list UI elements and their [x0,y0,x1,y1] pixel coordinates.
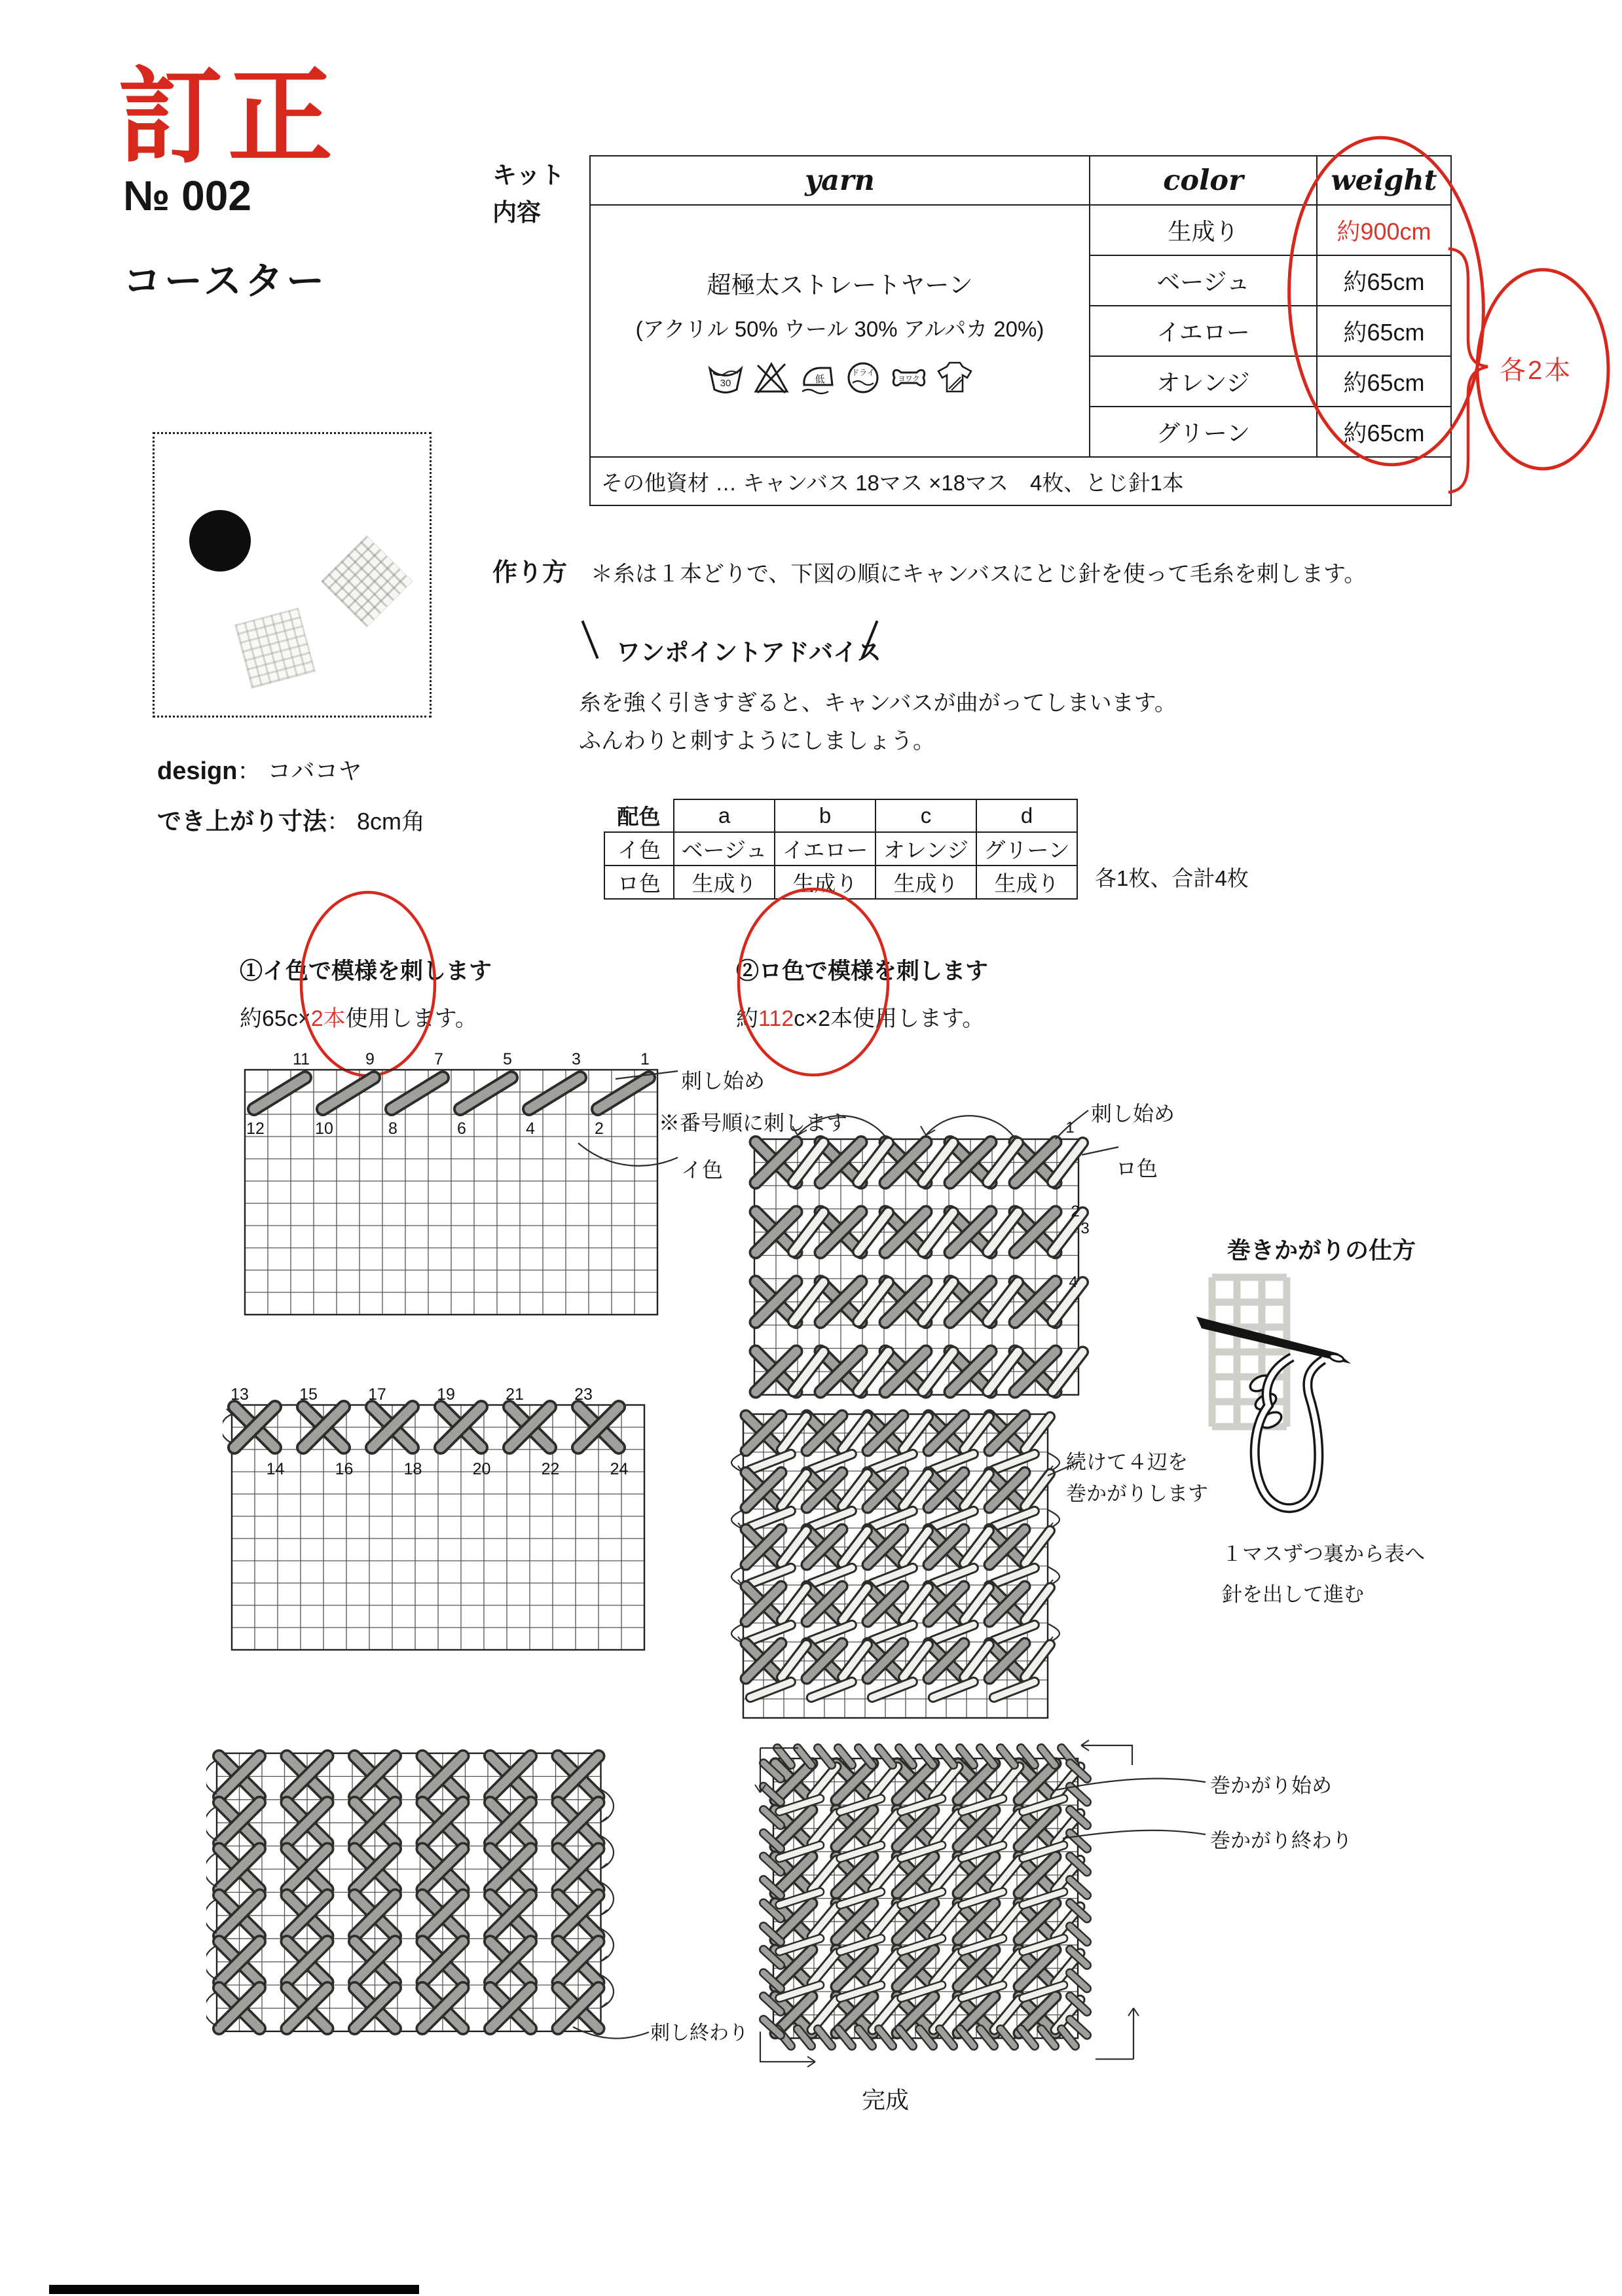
connector-lines-step1 [560,1053,691,1184]
col-header-weight: weight [1317,156,1451,205]
svg-text:8: 8 [388,1120,397,1138]
svg-text:16: 16 [335,1460,354,1478]
design-label: design [157,757,238,785]
diagram-step2-whip-edges-grid [724,1405,1103,1745]
step1-usage-pre: 約65c× [240,1006,311,1031]
kit-number: № 002 [123,172,251,219]
svg-text:19: 19 [437,1385,455,1404]
row-i-cell: グリーン [976,832,1077,866]
label-stitch-start-2: 刺し始め [1091,1102,1175,1125]
color-cell: オレンジ [1090,356,1317,407]
svg-text:2: 2 [595,1120,604,1138]
making-label: 作り方 [492,559,568,587]
design-credit [157,753,362,786]
svg-text:11: 11 [293,1050,310,1068]
svg-text:23: 23 [574,1385,593,1404]
svg-text:12: 12 [246,1120,265,1138]
row-i-cell: オレンジ [876,832,976,866]
diagram-step1-finished-grid [206,1734,658,2048]
row-ro-label: ロ色 [604,866,674,899]
svg-text:22: 22 [541,1460,560,1478]
step1-usage-corrected: 2本 [310,1006,346,1031]
svg-text:7: 7 [434,1050,443,1068]
yarn-composition: (アクリル 50% ウール 30% アルパカ 20%) [635,317,1044,341]
svg-text:24: 24 [610,1460,629,1478]
svg-text:18: 18 [403,1460,422,1478]
svg-text:3: 3 [572,1050,581,1068]
step1-usage-post: 使用します。 [345,1006,477,1031]
whip-howto-title: 巻きかがりの仕方 [1227,1237,1416,1264]
colorway-label: 配色 [617,805,661,829]
weight-cell: 約65cm [1317,306,1451,356]
handwash-30-icon [707,357,745,397]
step2-usage-pre: 約 [736,1006,758,1031]
row-i-cell: イエロー [775,832,876,866]
row-ro-cell: 生成り [976,866,1077,899]
step2-title: ②ロ色で模様を刺します [736,958,989,984]
row-i-label: イ色 [604,832,674,866]
step2-usage-corrected: 112 [758,1006,794,1031]
svg-text:1: 1 [640,1050,650,1068]
svg-text:20: 20 [472,1460,491,1478]
flat-dry-icon [936,357,974,397]
svg-text:5: 5 [503,1050,512,1068]
label-color-ro: ロ色 [1116,1157,1158,1180]
advice-title: ワンポイントアドバイス [616,639,881,666]
step2-usage-post: c×2本使用します。 [794,1006,985,1031]
label-number-order: ※番号順に刺します [659,1111,848,1135]
svg-text:低: 低 [814,374,825,385]
kit-label-line1: キット [492,162,565,189]
colorway-header-c: c [876,799,976,832]
col-header-color: color [1090,156,1317,205]
advice-left-slash [581,621,599,659]
whip-caption-line2: 針を出して進む [1222,1583,1364,1606]
other-materials: その他資材 … キャンバス 18マス ×18マス 4枚、とじ針1本 [590,457,1451,505]
weight-cell: 約65cm [1317,356,1451,407]
svg-text:21: 21 [506,1385,524,1404]
care-icons-row [591,357,1088,397]
finished-size [157,801,425,837]
svg-text:2: 2 [1071,1203,1080,1220]
row-ro-cell: 生成り [876,866,976,899]
col-header-yarn: yarn [590,156,1090,205]
making-instruction: ＊糸は１本どりで、下図の順にキャンバスにとじ針を使って毛糸を刺します。 [591,562,1367,587]
colorway-note: 各1枚、合計4枚 [1095,866,1249,890]
svg-text:4: 4 [526,1120,535,1138]
advice-line1: 糸を強く引きすぎると、キャンバスが曲がってしまいます。 [579,691,1177,716]
each-two-note: 各2本 [1500,356,1573,385]
svg-text:ヨワク: ヨワク [898,375,919,383]
colorway-header-d: d [976,799,1077,832]
dark-coaster-photo [189,510,251,572]
no-bleach-icon [752,357,790,397]
svg-text:3: 3 [1080,1220,1090,1237]
label-stitch-end: 刺し終わり [650,2022,748,2044]
colorway-header-a: a [674,799,775,832]
weak-wring-icon [890,357,928,397]
correction-title: 訂正 [118,58,339,175]
row-ro-cell: 生成り [674,866,775,899]
yarn-cell [590,205,1090,457]
kit-label-line2: 内容 [492,199,541,226]
size-value: 8cm角 [357,808,426,835]
label-whip-start: 巻かがり始め [1210,1774,1332,1797]
svg-text:14: 14 [266,1460,285,1478]
label-continue-line2: 巻かがりします [1066,1482,1208,1505]
label-color-i: イ色 [681,1158,724,1182]
step1-title: ①イ色で模様を刺します [240,958,492,984]
correction-circle-step2 [732,885,902,1082]
svg-text:13: 13 [230,1385,249,1404]
iron-low-icon [798,357,836,397]
svg-text:15: 15 [299,1385,318,1404]
color-cell: グリーン [1090,407,1317,457]
label-continue-line1: 続けて４辺を [1066,1451,1188,1474]
svg-text:9: 9 [365,1050,375,1068]
svg-text:4: 4 [1069,1273,1078,1291]
advice-line2: ふんわりと刺すようにしましょう。 [579,729,935,754]
svg-text:17: 17 [368,1385,386,1404]
design-sep: ： [237,757,261,784]
svg-text:1: 1 [1065,1119,1075,1137]
colorway-table [604,799,1078,900]
weight-cell: 約65cm [1317,255,1451,306]
color-cell: ベージュ [1090,255,1317,306]
product-name: コースター [123,260,328,302]
whip-caption-line1: １マスずつ裏から表へ [1222,1542,1425,1565]
whip-stitch-illustration [1195,1273,1503,1529]
color-cell: イエロー [1090,306,1317,356]
scan-edge-artifact [49,2285,419,2294]
label-done: 完成 [862,2086,910,2113]
weight-cell: 約65cm [1317,407,1451,457]
size-label: でき上がり寸法 [157,808,327,835]
design-value: コバコヤ [267,757,362,784]
svg-text:6: 6 [457,1120,466,1138]
diagram-step2-finished-grid [750,1735,1208,2069]
size-sep: ： [327,808,351,835]
row-i-cell: ベージュ [674,832,775,866]
yarn-name: 超極太ストレートヤーン [707,272,973,299]
svg-text:30: 30 [720,378,731,389]
diagram-step2-grid [746,1074,1126,1427]
color-cell: 生成り [1090,205,1317,255]
colorway-header-b: b [775,799,876,832]
label-stitch-start-1: 刺し始め [681,1069,765,1093]
dryclean-icon [844,357,882,397]
diagram-step1-cross-row-grid [223,1381,668,1669]
weight-cell-corrected: 約900cm [1317,205,1451,255]
row-ro-cell: 生成り [775,866,876,899]
svg-text:ドライ: ドライ [851,368,875,377]
label-whip-end: 巻かがり終わり [1210,1829,1352,1852]
svg-text:10: 10 [315,1120,333,1138]
